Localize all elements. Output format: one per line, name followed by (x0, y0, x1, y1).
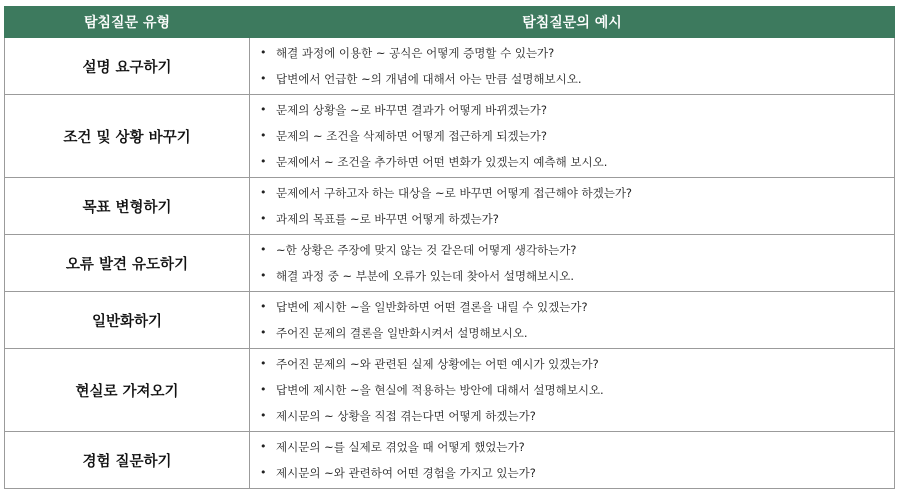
question-type-cell: 목표 변형하기 (5, 178, 250, 235)
example-item: • 주어진 문제의 ~와 관련된 실제 상황에는 어떤 예시가 있겠는가? (258, 351, 894, 377)
question-type-cell: 현실로 가져오기 (5, 349, 250, 432)
example-item: • 주어진 문제의 결론을 일반화시켜서 설명해보시오. (258, 320, 894, 346)
example-item: • 제시문의 ~를 실제로 겪었을 때 어떻게 했었는가? (258, 434, 894, 460)
examples-cell (250, 178, 895, 235)
question-type-cell: 경험 질문하기 (5, 432, 250, 489)
examples-cell (250, 235, 895, 292)
examples-cell (250, 38, 895, 95)
table-header-row (5, 7, 895, 38)
example-item: • 제시문의 ~와 관련하여 어떤 경험을 가지고 있는가? (258, 460, 894, 486)
example-item: • 해결 과정에 이용한 ~ 공식은 어떻게 증명할 수 있는가? (258, 40, 894, 66)
example-item: • 답변에 제시한 ~을 일반화하면 어떤 결론을 내릴 수 있겠는가? (258, 294, 894, 320)
table-row (5, 95, 895, 178)
example-item: • 문제에서 구하고자 하는 대상을 ~로 바꾸면 어떻게 접근해야 하겠는가? (258, 180, 894, 206)
example-item: • 해결 과정 중 ~ 부분에 오류가 있는데 찾아서 설명해보시오. (258, 263, 894, 289)
probe-question-table-wrapper (4, 6, 895, 489)
example-item: • 제시문의 ~ 상황을 직접 겪는다면 어떻게 하겠는가? (258, 403, 894, 429)
example-item: • 답변에서 언급한 ~의 개념에 대해서 아는 만큼 설명해보시오. (258, 66, 894, 92)
question-type-cell: 조건 및 상황 바꾸기 (5, 95, 250, 178)
example-item: • 과제의 목표를 ~로 바꾸면 어떻게 하겠는가? (258, 206, 894, 232)
example-item: • 문제의 ~ 조건을 삭제하면 어떻게 접근하게 되겠는가? (258, 123, 894, 149)
example-item: • ~한 상황은 주장에 맞지 않는 것 같은데 어떻게 생각하는가? (258, 237, 894, 263)
example-item: • 문제에서 ~ 조건을 추가하면 어떤 변화가 있겠는지 예측해 보시오. (258, 149, 894, 175)
table-row (5, 178, 895, 235)
question-type-cell: 오류 발견 유도하기 (5, 235, 250, 292)
header-question-type: 탐침질문 유형 (5, 7, 250, 38)
table-row (5, 292, 895, 349)
question-type-cell: 설명 요구하기 (5, 38, 250, 95)
examples-cell (250, 349, 895, 432)
examples-cell (250, 432, 895, 489)
table-row (5, 235, 895, 292)
table-row (5, 38, 895, 95)
examples-cell (250, 95, 895, 178)
header-question-examples: 탐침질문의 예시 (250, 7, 895, 38)
examples-cell (250, 292, 895, 349)
probe-question-table (4, 6, 895, 489)
table-row (5, 432, 895, 489)
example-item: • 문제의 상황을 ~로 바꾸면 결과가 어떻게 바뀌겠는가? (258, 97, 894, 123)
example-item: • 답변에 제시한 ~을 현실에 적용하는 방안에 대해서 설명해보시오. (258, 377, 894, 403)
question-type-cell: 일반화하기 (5, 292, 250, 349)
table-row (5, 349, 895, 432)
